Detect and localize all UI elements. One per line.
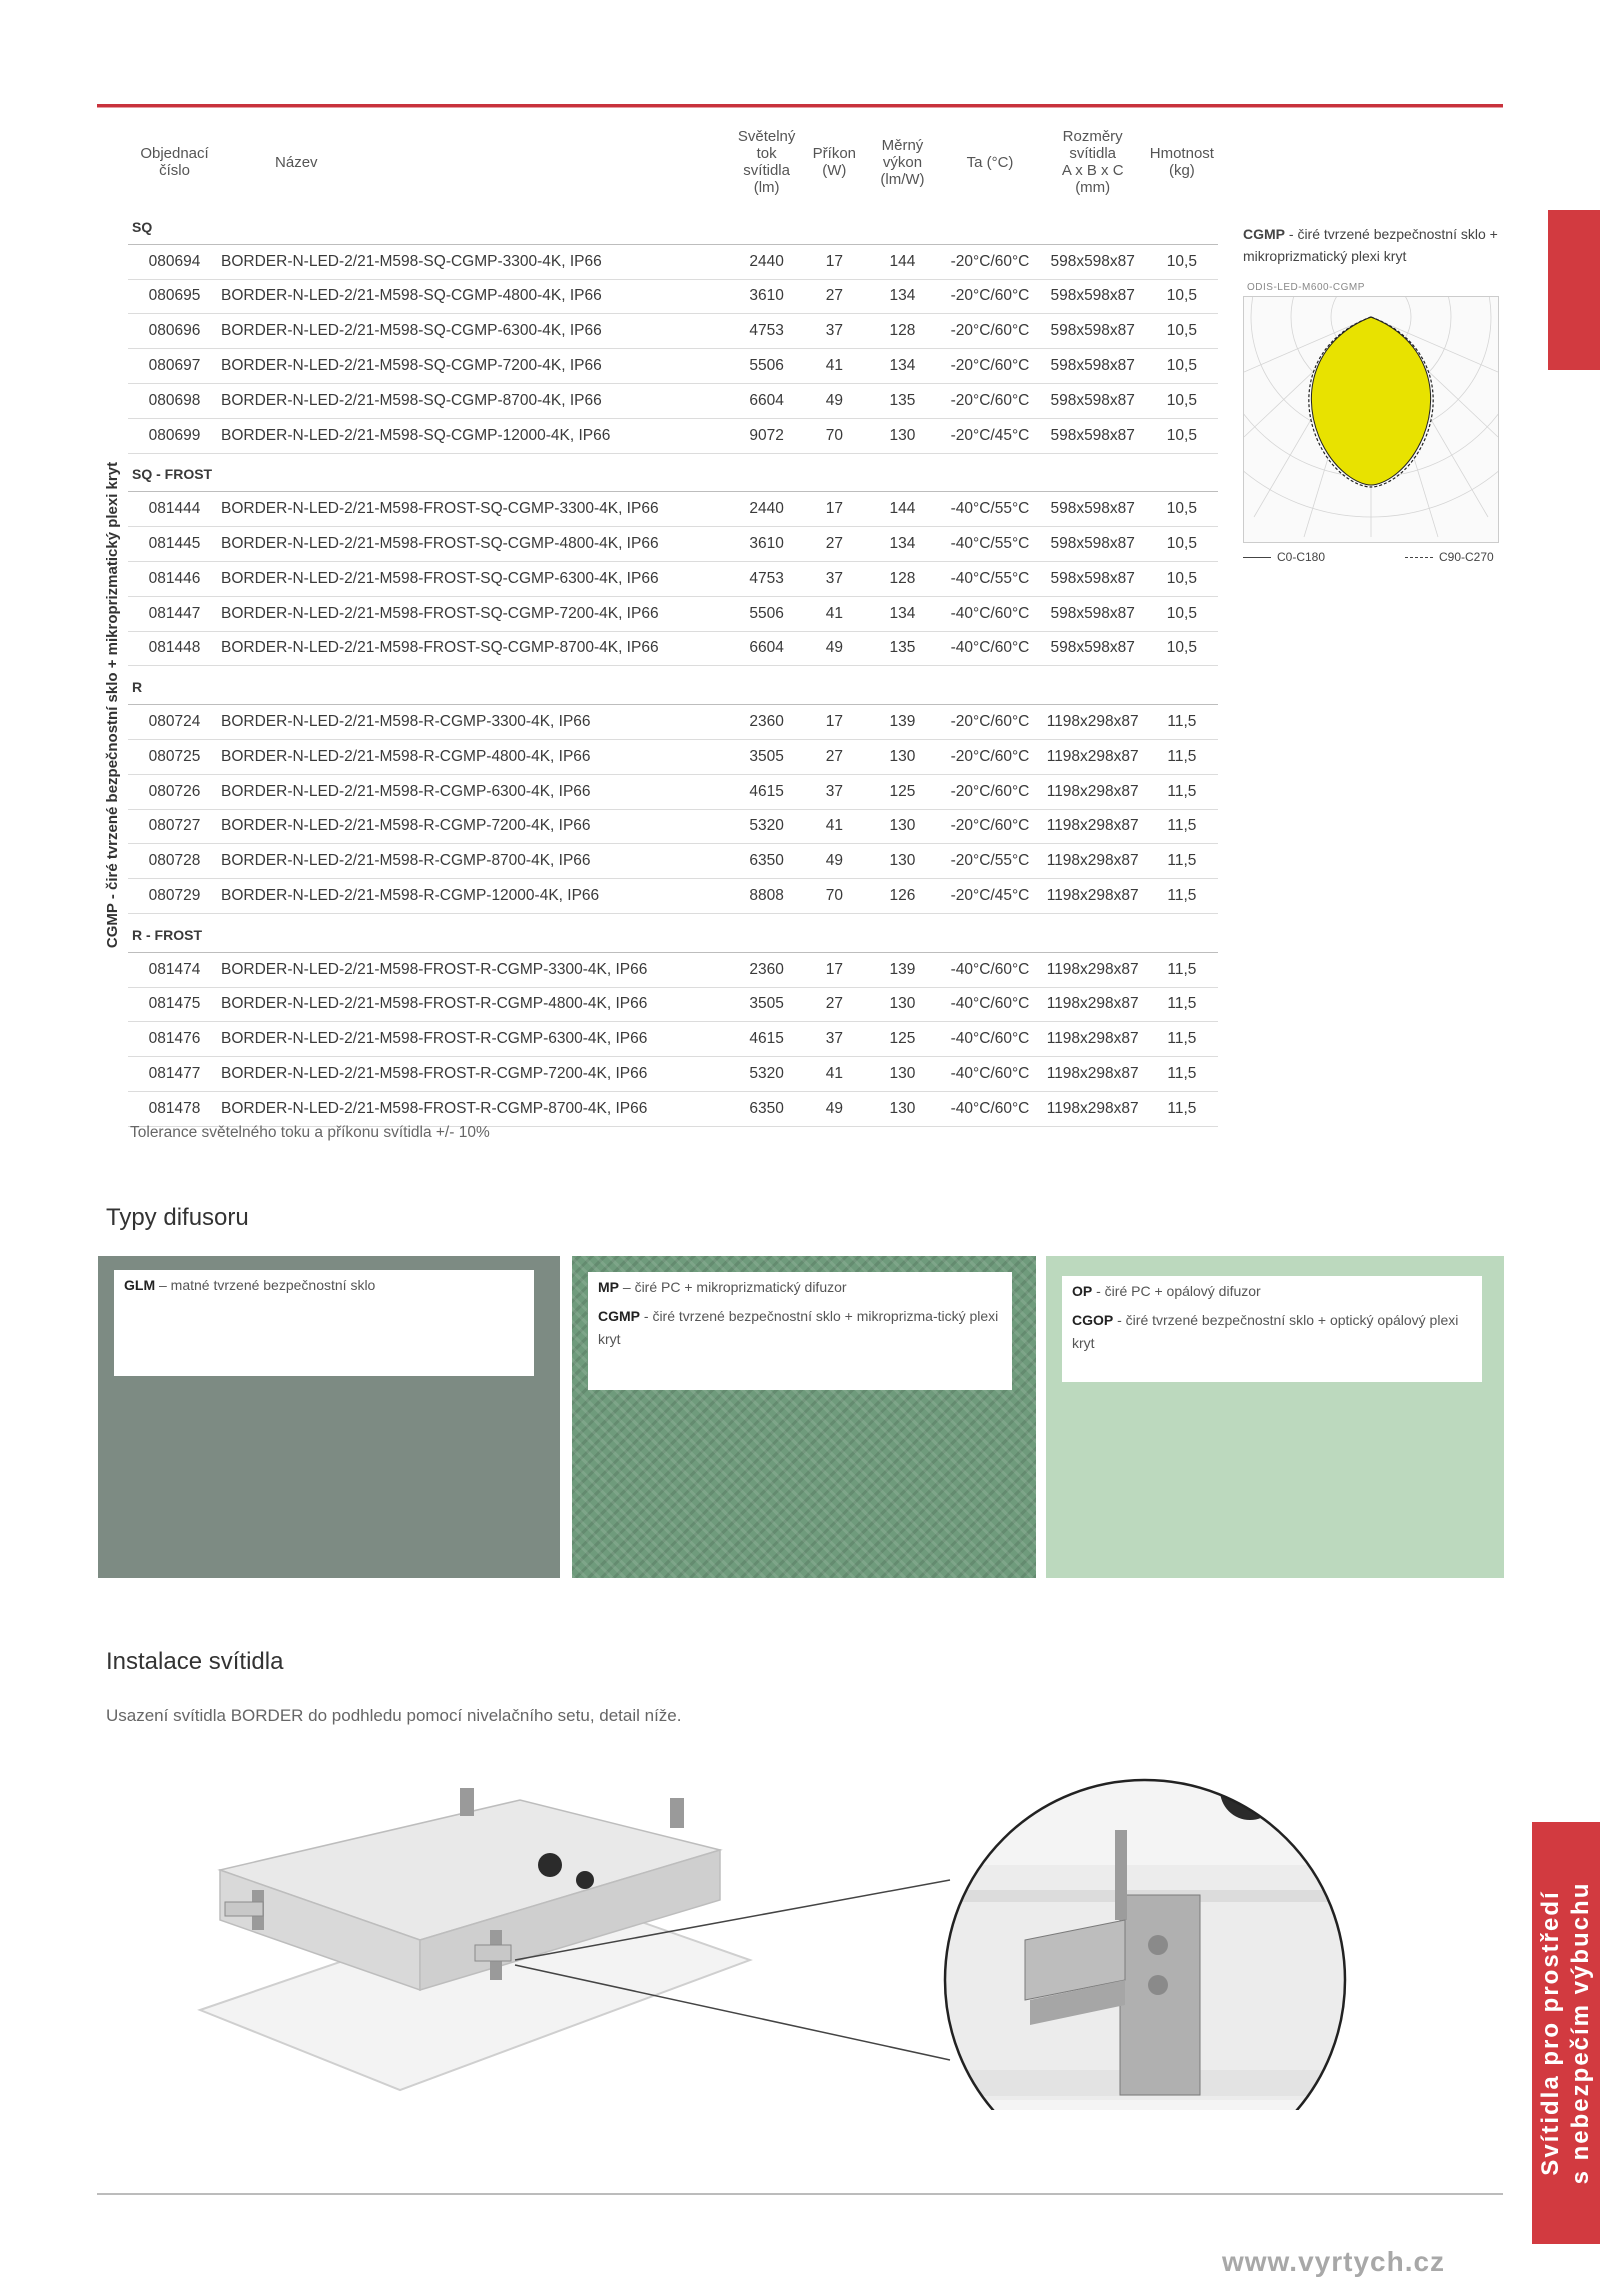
cell-efficacy: 130: [865, 844, 941, 879]
group-title: R - FROST: [128, 913, 1218, 952]
cell-name: BORDER-N-LED-2/21-M598-R-CGMP-6300-4K, IP66: [221, 774, 729, 809]
col-order: Objednací číslo: [140, 145, 209, 179]
cell-power: 17: [804, 952, 864, 987]
cell-name: BORDER-N-LED-2/21-M598-SQ-CGMP-6300-4K, IP66: [221, 314, 729, 349]
installation-title: Instalace svítidla: [106, 1648, 284, 1675]
cell-order: 081445: [128, 527, 221, 562]
cell-order: 081478: [128, 1091, 221, 1126]
cell-power: 49: [804, 631, 864, 666]
table-row: [128, 952, 1218, 987]
cell-power: 27: [804, 739, 864, 774]
cell-dims: 598x598x87: [1040, 314, 1146, 349]
cell-name: BORDER-N-LED-2/21-M598-FROST-R-CGMP-7200-4K, IP66: [221, 1057, 729, 1092]
cell-name: BORDER-N-LED-2/21-M598-FROST-R-CGMP-3300-4K, IP66: [221, 952, 729, 987]
cell-power: 70: [804, 879, 864, 914]
spec-table: [128, 118, 1218, 1127]
cell-order: 080727: [128, 809, 221, 844]
table-row: [128, 705, 1218, 740]
cell-flux: 4615: [729, 1022, 804, 1057]
cell-order: 080729: [128, 879, 221, 914]
cell-weight: 11,5: [1146, 879, 1218, 914]
cell-dims: 598x598x87: [1040, 383, 1146, 418]
cell-name: BORDER-N-LED-2/21-M598-FROST-SQ-CGMP-4800-4K, IP66: [221, 527, 729, 562]
cell-efficacy: 128: [865, 561, 941, 596]
cell-name: BORDER-N-LED-2/21-M598-SQ-CGMP-4800-4K, IP66: [221, 279, 729, 314]
cell-efficacy: 125: [865, 774, 941, 809]
cell-order: 080696: [128, 314, 221, 349]
cell-flux: 3505: [729, 987, 804, 1022]
cell-flux: 2440: [729, 492, 804, 527]
table-row: [128, 879, 1218, 914]
group-title: R: [128, 666, 1218, 705]
legend-solid: C0-C180: [1243, 550, 1325, 564]
col-efficacy: Měrný výkon (lm/W): [880, 136, 925, 188]
cell-efficacy: 134: [865, 527, 941, 562]
cell-power: 41: [804, 349, 864, 384]
cell-efficacy: 144: [865, 244, 941, 279]
diffuser-item-cgmp: CGMP - čiré tvrzené bezpečnostní sklo + mikroprizma-tický plexi kryt: [598, 1308, 999, 1347]
cell-name: BORDER-N-LED-2/21-M598-R-CGMP-8700-4K, IP66: [221, 844, 729, 879]
cell-flux: 2360: [729, 705, 804, 740]
cell-dims: 1198x298x87: [1040, 1057, 1146, 1092]
cell-order: 080699: [128, 418, 221, 453]
cell-weight: 11,5: [1146, 809, 1218, 844]
cell-flux: 3610: [729, 279, 804, 314]
cell-name: BORDER-N-LED-2/21-M598-FROST-SQ-CGMP-7200-4K, IP66: [221, 596, 729, 631]
cell-efficacy: 139: [865, 952, 941, 987]
cell-power: 70: [804, 418, 864, 453]
cell-efficacy: 139: [865, 705, 941, 740]
cell-order: 080697: [128, 349, 221, 384]
cell-dims: 1198x298x87: [1040, 1091, 1146, 1126]
cell-efficacy: 135: [865, 383, 941, 418]
cell-flux: 2360: [729, 952, 804, 987]
cell-dims: 598x598x87: [1040, 527, 1146, 562]
cell-dims: 598x598x87: [1040, 244, 1146, 279]
cell-flux: 5506: [729, 349, 804, 384]
cell-ta: -20°C/45°C: [940, 879, 1039, 914]
polar-diagram: [1243, 296, 1499, 543]
cell-weight: 11,5: [1146, 705, 1218, 740]
cell-order: 081446: [128, 561, 221, 596]
spec-table-header: [128, 118, 1218, 206]
spec-table-body: [128, 206, 1218, 1126]
legend-dashed: C90-C270: [1405, 550, 1494, 564]
col-power: Příkon (W): [812, 145, 857, 179]
group-title: SQ - FROST: [128, 453, 1218, 492]
cell-power: 17: [804, 492, 864, 527]
cell-weight: 11,5: [1146, 952, 1218, 987]
cell-order: 081477: [128, 1057, 221, 1092]
cell-dims: 598x598x87: [1040, 561, 1146, 596]
cell-order: 080695: [128, 279, 221, 314]
installation-text: Usazení svítidla BORDER do podhledu pomocí nivelačního setu, detail níže.: [106, 1706, 682, 1725]
cell-dims: 598x598x87: [1040, 596, 1146, 631]
cell-weight: 11,5: [1146, 739, 1218, 774]
cell-dims: 1198x298x87: [1040, 739, 1146, 774]
col-weight: Hmotnost (kg): [1149, 145, 1214, 179]
cell-flux: 3505: [729, 739, 804, 774]
diffuser-panel-glm: [98, 1256, 560, 1578]
cell-ta: -40°C/60°C: [940, 596, 1039, 631]
cell-flux: 3610: [729, 527, 804, 562]
table-row: [128, 1057, 1218, 1092]
table-row: [128, 561, 1218, 596]
cell-dims: 1198x298x87: [1040, 844, 1146, 879]
cell-power: 41: [804, 596, 864, 631]
cell-dims: 1198x298x87: [1040, 1022, 1146, 1057]
cell-order: 081447: [128, 596, 221, 631]
col-dims: Rozměry svítidla A x B x C (mm): [1061, 128, 1124, 196]
cell-weight: 10,5: [1146, 244, 1218, 279]
cell-power: 49: [804, 844, 864, 879]
installation-illustration: [190, 1770, 1390, 2110]
cell-ta: -40°C/60°C: [940, 952, 1039, 987]
cell-dims: 1198x298x87: [1040, 705, 1146, 740]
table-group-row: [128, 206, 1218, 244]
cell-ta: -20°C/60°C: [940, 809, 1039, 844]
cell-order: 080698: [128, 383, 221, 418]
cell-weight: 11,5: [1146, 774, 1218, 809]
cell-flux: 4753: [729, 314, 804, 349]
cell-flux: 4615: [729, 774, 804, 809]
diffuser-panel-op: [1046, 1256, 1504, 1578]
cell-flux: 9072: [729, 418, 804, 453]
table-row: [128, 631, 1218, 666]
cell-order: 081448: [128, 631, 221, 666]
cell-power: 37: [804, 314, 864, 349]
table-row: [128, 596, 1218, 631]
cell-weight: 10,5: [1146, 418, 1218, 453]
table-row: [128, 739, 1218, 774]
cell-name: BORDER-N-LED-2/21-M598-SQ-CGMP-3300-4K, IP66: [221, 244, 729, 279]
cell-flux: 5506: [729, 596, 804, 631]
cell-efficacy: 134: [865, 279, 941, 314]
table-row: [128, 349, 1218, 384]
table-row: [128, 279, 1218, 314]
diffuser-card-mp: [588, 1272, 1012, 1390]
cell-name: BORDER-N-LED-2/21-M598-R-CGMP-3300-4K, IP66: [221, 705, 729, 740]
cell-efficacy: 130: [865, 418, 941, 453]
table-row: [128, 527, 1218, 562]
cell-ta: -40°C/55°C: [940, 492, 1039, 527]
cell-weight: 11,5: [1146, 987, 1218, 1022]
table-row: [128, 418, 1218, 453]
cell-weight: 10,5: [1146, 279, 1218, 314]
cell-name: BORDER-N-LED-2/21-M598-FROST-R-CGMP-6300-4K, IP66: [221, 1022, 729, 1057]
cell-dims: 598x598x87: [1040, 349, 1146, 384]
cell-ta: -20°C/60°C: [940, 279, 1039, 314]
cell-name: BORDER-N-LED-2/21-M598-R-CGMP-7200-4K, IP66: [221, 809, 729, 844]
cell-ta: -20°C/45°C: [940, 418, 1039, 453]
cell-weight: 10,5: [1146, 596, 1218, 631]
col-ta: Ta (°C): [966, 153, 1014, 171]
cell-power: 37: [804, 774, 864, 809]
footer-line: [97, 2193, 1503, 2195]
group-title: SQ: [128, 206, 1218, 244]
cell-weight: 10,5: [1146, 631, 1218, 666]
cell-ta: -40°C/55°C: [940, 561, 1039, 596]
cell-name: BORDER-N-LED-2/21-M598-FROST-R-CGMP-4800-4K, IP66: [221, 987, 729, 1022]
diffuser-panel-mp: [572, 1256, 1036, 1578]
cell-ta: -20°C/60°C: [940, 349, 1039, 384]
cell-dims: 598x598x87: [1040, 279, 1146, 314]
cell-name: BORDER-N-LED-2/21-M598-FROST-R-CGMP-8700-4K, IP66: [221, 1091, 729, 1126]
diffusers-title: Typy difusoru: [106, 1204, 249, 1231]
cell-name: BORDER-N-LED-2/21-M598-R-CGMP-12000-4K, IP66: [221, 879, 729, 914]
side-tab-line1: Svítidla pro prostředí: [1537, 1890, 1564, 2176]
table-row: [128, 1091, 1218, 1126]
table-row: [128, 987, 1218, 1022]
cell-power: 17: [804, 705, 864, 740]
cell-flux: 6350: [729, 844, 804, 879]
diffuser-item-cgop: CGOP - čiré tvrzené bezpečnostní sklo + optický opálový plexi kryt: [1072, 1312, 1459, 1351]
diffuser-card-op: [1062, 1276, 1482, 1382]
cell-order: 080728: [128, 844, 221, 879]
col-name: Název: [275, 153, 318, 171]
side-tab-line2: s nebezpečím výbuchu: [1567, 1881, 1594, 2185]
cell-weight: 11,5: [1146, 1057, 1218, 1092]
footer-url[interactable]: www.vyrtych.cz: [1222, 2246, 1446, 2277]
cell-ta: -20°C/60°C: [940, 383, 1039, 418]
cell-order: 080724: [128, 705, 221, 740]
table-side-label: CGMP - čiré tvrzené bezpečnostní sklo + mikroprizmatický plexi kryt: [104, 461, 121, 949]
diffuser-item-op: OP - čiré PC + opálový difuzor: [1072, 1283, 1261, 1299]
cell-ta: -20°C/60°C: [940, 314, 1039, 349]
col-flux: Světelný tok svítidla (lm): [737, 128, 796, 196]
cell-efficacy: 130: [865, 1091, 941, 1126]
cell-order: 081476: [128, 1022, 221, 1057]
cell-power: 49: [804, 1091, 864, 1126]
cell-efficacy: 130: [865, 987, 941, 1022]
cell-name: BORDER-N-LED-2/21-M598-FROST-SQ-CGMP-6300-4K, IP66: [221, 561, 729, 596]
cell-dims: 1198x298x87: [1040, 987, 1146, 1022]
cell-order: 080726: [128, 774, 221, 809]
cell-dims: 1198x298x87: [1040, 879, 1146, 914]
cell-ta: -40°C/60°C: [940, 1057, 1039, 1092]
cell-ta: -20°C/60°C: [940, 705, 1039, 740]
table-row: [128, 314, 1218, 349]
cell-order: 081474: [128, 952, 221, 987]
cell-weight: 10,5: [1146, 492, 1218, 527]
cell-order: 080694: [128, 244, 221, 279]
cell-ta: -40°C/55°C: [940, 527, 1039, 562]
cell-ta: -40°C/60°C: [940, 1091, 1039, 1126]
table-row: [128, 844, 1218, 879]
table-group-row: [128, 453, 1218, 492]
cell-ta: -40°C/60°C: [940, 987, 1039, 1022]
cell-power: 41: [804, 809, 864, 844]
cell-weight: 10,5: [1146, 527, 1218, 562]
cell-dims: 1198x298x87: [1040, 952, 1146, 987]
cell-power: 41: [804, 1057, 864, 1092]
cell-name: BORDER-N-LED-2/21-M598-FROST-SQ-CGMP-8700-4K, IP66: [221, 631, 729, 666]
cell-power: 49: [804, 383, 864, 418]
cell-efficacy: 130: [865, 1057, 941, 1092]
cell-flux: 5320: [729, 809, 804, 844]
cell-order: 081444: [128, 492, 221, 527]
cell-dims: 598x598x87: [1040, 492, 1146, 527]
cell-name: BORDER-N-LED-2/21-M598-FROST-SQ-CGMP-3300-4K, IP66: [221, 492, 729, 527]
cell-flux: 4753: [729, 561, 804, 596]
cell-weight: 10,5: [1146, 561, 1218, 596]
cell-dims: 598x598x87: [1040, 418, 1146, 453]
cell-efficacy: 128: [865, 314, 941, 349]
cell-flux: 6604: [729, 383, 804, 418]
diagram-title: CGMP - čiré tvrzené bezpečnostní sklo + mikroprizmatický plexi kryt: [1243, 226, 1498, 264]
table-row: [128, 492, 1218, 527]
diffuser-item-mp: MP – čiré PC + mikroprizmatický difuzor: [598, 1279, 847, 1295]
cell-weight: 11,5: [1146, 1091, 1218, 1126]
cell-ta: -20°C/60°C: [940, 774, 1039, 809]
cell-flux: 6604: [729, 631, 804, 666]
cell-efficacy: 130: [865, 739, 941, 774]
table-row: [128, 383, 1218, 418]
cell-efficacy: 134: [865, 349, 941, 384]
cell-name: BORDER-N-LED-2/21-M598-R-CGMP-4800-4K, IP66: [221, 739, 729, 774]
cell-name: BORDER-N-LED-2/21-M598-SQ-CGMP-12000-4K, IP66: [221, 418, 729, 453]
cell-power: 37: [804, 561, 864, 596]
table-group-row: [128, 913, 1218, 952]
cell-efficacy: 135: [865, 631, 941, 666]
cell-ta: -40°C/60°C: [940, 631, 1039, 666]
cell-flux: 6350: [729, 1091, 804, 1126]
cell-flux: 5320: [729, 1057, 804, 1092]
header-accent-line-shadow: [97, 107, 1503, 108]
cell-power: 37: [804, 1022, 864, 1057]
cell-weight: 10,5: [1146, 383, 1218, 418]
cell-weight: 10,5: [1146, 314, 1218, 349]
table-row: [128, 809, 1218, 844]
table-row: [128, 774, 1218, 809]
cell-dims: 598x598x87: [1040, 631, 1146, 666]
cell-weight: 11,5: [1146, 844, 1218, 879]
cell-order: 080725: [128, 739, 221, 774]
cell-name: BORDER-N-LED-2/21-M598-SQ-CGMP-8700-4K, IP66: [221, 383, 729, 418]
cell-weight: 11,5: [1146, 1022, 1218, 1057]
cell-power: 27: [804, 279, 864, 314]
cell-name: BORDER-N-LED-2/21-M598-SQ-CGMP-7200-4K, IP66: [221, 349, 729, 384]
cell-efficacy: 126: [865, 879, 941, 914]
tolerance-note: Tolerance světelného toku a příkonu svítidla +/- 10%: [130, 1124, 490, 1141]
table-row: [128, 244, 1218, 279]
cell-efficacy: 134: [865, 596, 941, 631]
cell-ta: -20°C/60°C: [940, 244, 1039, 279]
cell-ta: -20°C/55°C: [940, 844, 1039, 879]
cell-power: 17: [804, 244, 864, 279]
diagram-code: ODIS-LED-M600-CGMP: [1247, 282, 1365, 293]
cell-dims: 1198x298x87: [1040, 774, 1146, 809]
side-tab-marker: [1548, 210, 1600, 370]
cell-ta: -40°C/60°C: [940, 1022, 1039, 1057]
cell-weight: 10,5: [1146, 349, 1218, 384]
cell-power: 27: [804, 987, 864, 1022]
cell-flux: 2440: [729, 244, 804, 279]
cell-flux: 8808: [729, 879, 804, 914]
cell-efficacy: 130: [865, 809, 941, 844]
cell-dims: 1198x298x87: [1040, 809, 1146, 844]
table-row: [128, 1022, 1218, 1057]
cell-efficacy: 144: [865, 492, 941, 527]
cell-efficacy: 125: [865, 1022, 941, 1057]
cell-order: 081475: [128, 987, 221, 1022]
cell-power: 27: [804, 527, 864, 562]
cell-ta: -20°C/60°C: [940, 739, 1039, 774]
diffuser-card-glm: GLM – matné tvrzené bezpečnostní sklo: [114, 1270, 534, 1376]
side-tab: [1532, 1822, 1600, 2244]
table-group-row: [128, 666, 1218, 705]
